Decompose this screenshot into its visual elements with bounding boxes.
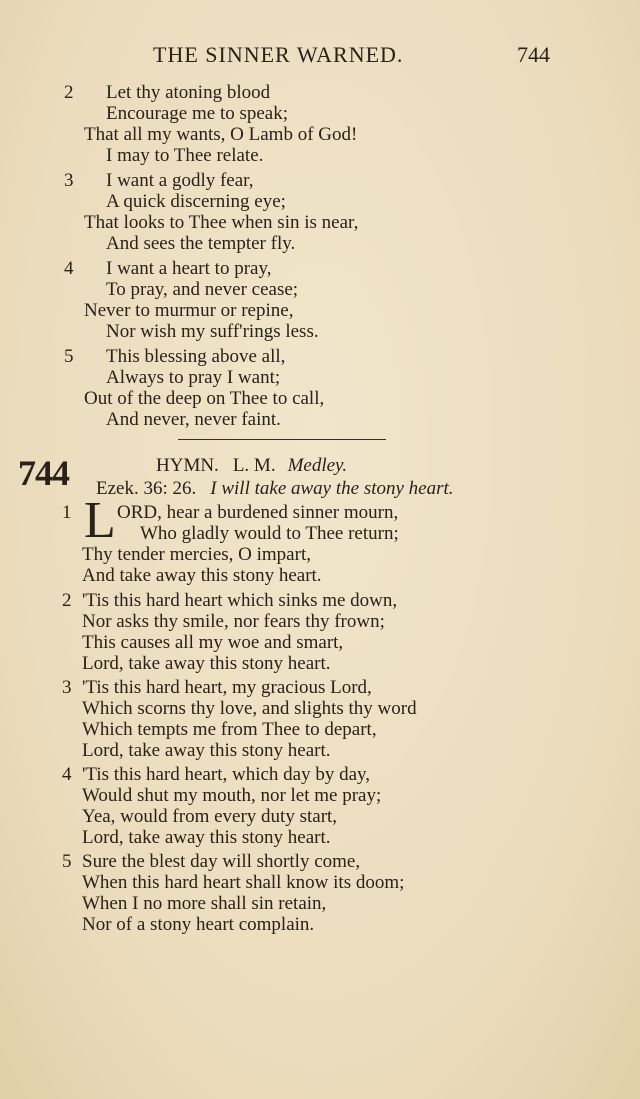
verse-line: This causes all my woe and smart, [82,632,344,653]
hymn-number: 744 [18,453,69,493]
verse-line: When I no more shall sin retain, [82,893,327,914]
verse-line: A quick discerning eye; [106,191,286,212]
hymn-label: HYMN. [156,455,219,476]
verse-line: Would shut my mouth, nor let me pray; [82,785,382,806]
stanza-number: 1 [62,502,72,523]
scripture-ref: Ezek. 36: 26. [96,478,197,499]
verse-line: Lord, take away this stony heart. [82,653,331,674]
verse-line: Encourage me to speak; [106,103,289,124]
verse-line: Always to pray I want; [106,367,281,388]
verse-line: When this hard heart shall know its doom; [82,872,405,893]
verse-line: Which tempts me from Thee to depart, [82,719,377,740]
verse-line: 'Tis this hard heart, which day by day, [82,764,371,785]
verse-line: Lord, take away this stony heart. [82,827,331,848]
verse-line: Out of the deep on Thee to call, [84,388,325,409]
hymn-meter: L. M. [232,455,276,476]
stanza-number: 2 [64,82,74,103]
verse-line: Nor of a stony heart complain. [82,914,315,935]
page-number: 744 [517,42,550,67]
verse-line: Lord, take away this stony heart. [82,740,331,761]
stanza-number: 3 [64,170,74,191]
verse-line: That all my wants, O Lamb of God! [84,124,358,145]
verse-line: To pray, and never cease; [106,279,299,300]
hymn-tune: Medley. [287,455,348,476]
verse-line: I want a godly fear, [106,170,254,191]
verse-line: I may to Thee relate. [106,145,264,166]
verse-line: Thy tender mercies, O impart, [82,544,311,565]
verse-line: Which scorns thy love, and slights thy word [82,698,417,719]
drop-cap: L [84,492,116,549]
stanza-number: 5 [64,346,74,367]
verse-line: ORD, hear a burdened sinner mourn, [117,502,399,523]
verse-line: Let thy atoning blood [106,82,271,103]
verse-line: This blessing above all, [106,346,286,367]
verse-line: And take away this stony heart. [82,565,322,586]
verse-line: I want a heart to pray, [106,258,272,279]
section-divider [178,439,386,440]
running-head [0,42,640,72]
verse-line: Who gladly would to Thee return; [140,523,399,544]
stanza-number: 5 [62,851,72,872]
verse-line: Yea, would from every duty start, [82,806,338,827]
verse-line: Nor wish my suff'rings less. [106,321,319,342]
hymn-heading [156,455,347,477]
verse-line: Nor asks thy smile, nor fears thy frown; [82,611,385,632]
running-title: THE SINNER WARNED. [153,42,404,67]
verse-line: That looks to Thee when sin is near, [84,212,359,233]
stanza-number: 3 [62,677,72,698]
stanza-number: 4 [64,258,74,279]
verse-line: 'Tis this hard heart which sinks me down, [82,590,398,611]
scripture-line [96,478,454,500]
verse-line: And sees the tempter fly. [106,233,296,254]
stanza-number: 2 [62,590,72,611]
stanza-number: 4 [62,764,72,785]
verse-line: Sure the blest day will shortly come, [82,851,361,872]
verse-line: 'Tis this hard heart, my gracious Lord, [82,677,372,698]
scripture-text: I will take away the stony heart. [210,478,454,499]
verse-line: Never to murmur or repine, [84,300,294,321]
verse-line: And never, never faint. [106,409,281,430]
